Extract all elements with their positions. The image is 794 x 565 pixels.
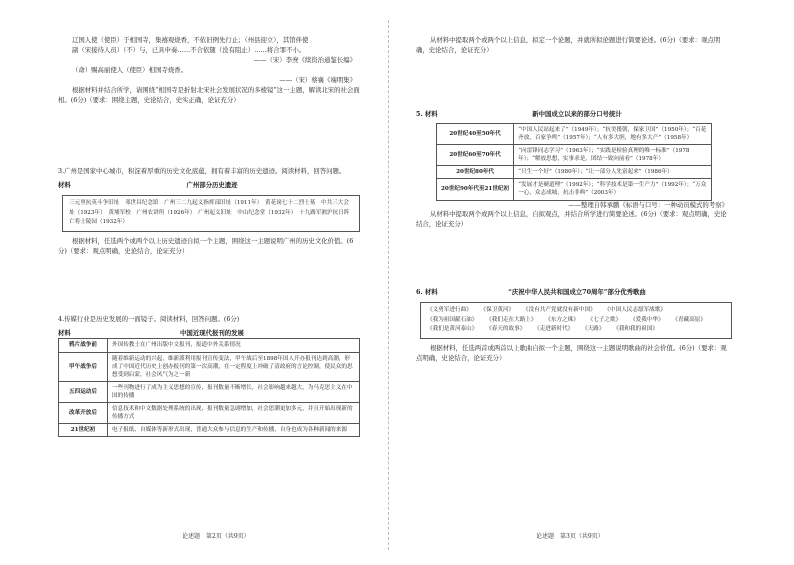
q4-material-title: 中国近现代报刊的发展 — [180, 328, 244, 337]
q6-songs-box — [420, 302, 732, 339]
right-page — [416, 36, 732, 364]
table-row — [59, 381, 360, 402]
q5-slogans: “发展才是硬道理”（1992年）；“科学技术是第一生产力”（1992年）；“万众一心，众志成城，抗击非典”（2003年） — [514, 179, 712, 200]
song-title: 《我和我的祖国》 — [613, 326, 658, 333]
q5-material-title: 新中国成立以来的部分口号统计 — [532, 109, 622, 118]
table-row — [59, 424, 360, 437]
q4-desc: 一些刊物进行了成为主义思想的宣传，报刊数量不断增长，社会影响越来越大，为马克思主义在中国的传播 — [108, 381, 360, 402]
q3-intro: 3.广州是国家中心城市，积淀着厚重的历史文化底蕴，拥有着丰富的历史遗迹。阅读材料，回答问题。 — [58, 167, 346, 176]
song-title: 《东方之珠》 — [545, 316, 579, 323]
song-title: 《义勇军进行曲》 — [427, 307, 472, 314]
table-row — [437, 179, 712, 200]
song-title: 《我们走在大路上》 — [486, 316, 537, 323]
song-title: 《中国人民志愿军战歌》 — [604, 307, 666, 314]
q5-slogans: “只生一个好”（1980年）；“让一部分人先富起来”（1986年） — [514, 166, 712, 179]
q5-material-header — [416, 110, 732, 120]
q5-prompt: 从材料中提取两个或两个以上信息，自拟观点，并结合所学进行简要论述。(6分)（要求：观点明确，史论结合，论证充分） — [416, 210, 727, 229]
q4-period: 改革开放后 — [59, 403, 108, 424]
q5-slogans: “向雷锋同志学习”（1963年）；“实践是检验真理的唯一标准”（1978年）；“解放思想，实事求是，团结一致向前看”（1978年） — [514, 144, 712, 165]
source-text-1: 辽国人使（使臣）于相国寺，集禧观烧香，不依旧例先行止；（州县迎立），其馆伴使 — [72, 36, 309, 44]
left-page-footer: 论述题 第2页（共9页） — [182, 533, 250, 540]
q4-desc: 信息技术和中文数据处理系统的出现，报刊数量急剧增加，社会思潮更加多元，并且开始出现新的传播方式 — [108, 403, 360, 424]
q4-desc: 外国传教士在广州出版中文报刊，报道中外关系情况 — [108, 339, 360, 352]
table-row — [59, 403, 360, 424]
source-text-3: （命）赐高丽使人（使臣）相国寺烧香。 — [72, 65, 188, 74]
q5-period: 20世纪40至50年代 — [437, 123, 514, 144]
table-row — [59, 352, 360, 381]
song-title: 《我为祖国献石油》 — [427, 316, 478, 323]
q3-material-title: 广州部分历史遗迹 — [186, 181, 238, 190]
q5-table — [436, 123, 712, 201]
q4-period: 鸦片战争前 — [59, 339, 108, 352]
song-title: 《走进新时代》 — [534, 326, 574, 333]
source-text-2: 副（宋接待人员）（不）与，已具申奏……不合依随（没有阻止）……将合罪不小。 — [72, 45, 306, 54]
q3-sites-box: 三元里抗英斗争旧址 邓世昌纪念馆 广州三二九起义指挥部旧址（1911年） 黄花岗七十二烈士墓 中共三大会址（1923年） 黄埔军校 广州农讲所（1926年） 广州起义旧址 中山纪念堂（1932年） 十九路军淞沪抗日阵亡将士陵园（1932年） — [62, 195, 360, 232]
q4-prompt: 从材料中提取两个或两个以上信息，拟定一个论题，并就所拟论题进行简要论述。(6分)（要求：观点明确，史论结合，论证充分） — [416, 36, 721, 54]
song-title: 《爱我中华》 — [630, 316, 664, 323]
q6-material-title: “庆祝中华人民共和国成立70周年”部分优秀歌曲 — [508, 288, 646, 297]
q5-slogans: “中国人民站起来了”（1949年）；“抗美援朝，保家卫国”（1950年）；“百花齐放，百家争鸣”（1957年）；“人有多大胆，地有多大产”（1958年） — [514, 123, 712, 144]
q4-material-header — [58, 329, 360, 339]
q5-material-label: 5. 材料 — [416, 109, 438, 118]
song-title: 《七子之歌》 — [587, 316, 622, 323]
song-title: 《青藏高原》 — [672, 316, 706, 323]
left-page — [58, 36, 360, 437]
q4-period: 五四运动后 — [59, 381, 108, 402]
q4-intro: 4.传媒行业是历史发展的一面镜子。阅读材料，回答问题。(6分) — [58, 314, 240, 323]
q3-prompt: 根据材料，任选两个或两个以上历史遗迹自拟一个主题，围绕这一主题说明广州的历史文化价值。(6分)（要求：观点明确，史论结合，论证充分） — [58, 236, 354, 255]
song-title: 《保卫黄河》 — [480, 307, 515, 314]
citation-2: ——（宋）蔡襄《端明集》 — [279, 75, 356, 84]
q4-table — [58, 338, 360, 437]
table-row — [437, 144, 712, 165]
q3-material-header — [58, 181, 360, 191]
q4-desc: 随着维新运动的兴起，维新派利用报刊宣传变法，甲午战后至1898年国人开办报刊达到高潮，形成了中国近代历史上创办报刊的第一次高潮，在一定程度上冲破了清政府的言论控制，使民众的思想受到启蒙，社会风气为之一新 — [108, 352, 360, 381]
citation-1: ——（宋）李焘《续资治通鉴长编》 — [253, 55, 356, 64]
q6-prompt: 根据材料，任选两首或两首以上歌曲自拟一个主题，围绕这一主题说明歌曲的社会价值。(6分)（要求：观点明确，史论结合，论证充分） — [416, 343, 727, 362]
q5-period: 20世纪60至70年代 — [437, 144, 514, 165]
q6-material-label: 6. 材料 — [416, 288, 438, 297]
q5-source: ——整理自韩承鹏《标语与口号：一种动员模式的考察》 — [568, 200, 728, 209]
q4-period: 甲午战争后 — [59, 352, 108, 381]
q6-material-header — [416, 288, 732, 298]
song-title: 《春天的故事》 — [486, 326, 526, 333]
song-title: 《天路》 — [582, 326, 605, 333]
table-row — [59, 339, 360, 352]
q5-period: 20世纪80年代 — [437, 166, 514, 179]
q5-period: 20世纪90年代至21世纪初 — [437, 179, 514, 200]
q4-material-label: 材料 — [58, 328, 71, 337]
q4-desc: 电子报纸、自媒体等新形式出现，普通大众参与信息的生产和传播，自身也成为各种新闻的来源 — [108, 424, 360, 437]
right-page-footer: 论述题 第3页（共9页） — [536, 533, 604, 540]
table-row — [437, 166, 712, 179]
q2-prompt: 根据材料并结合所学，请围绕“相国寺是折射北宋社会发展状况的多棱镜”这一主题，解读北宋的社会面相。(6分)（要求：围绕主题，史论结合，史实正确，论证充分） — [58, 85, 360, 104]
page-divider — [388, 20, 389, 550]
song-title: 《没有共产党就没有新中国》 — [522, 307, 596, 314]
song-title: 《我们是黄河泰山》 — [427, 326, 478, 333]
q3-material-label: 材料 — [58, 181, 71, 190]
q4-period: 21世纪初 — [59, 424, 108, 437]
table-row — [437, 123, 712, 144]
